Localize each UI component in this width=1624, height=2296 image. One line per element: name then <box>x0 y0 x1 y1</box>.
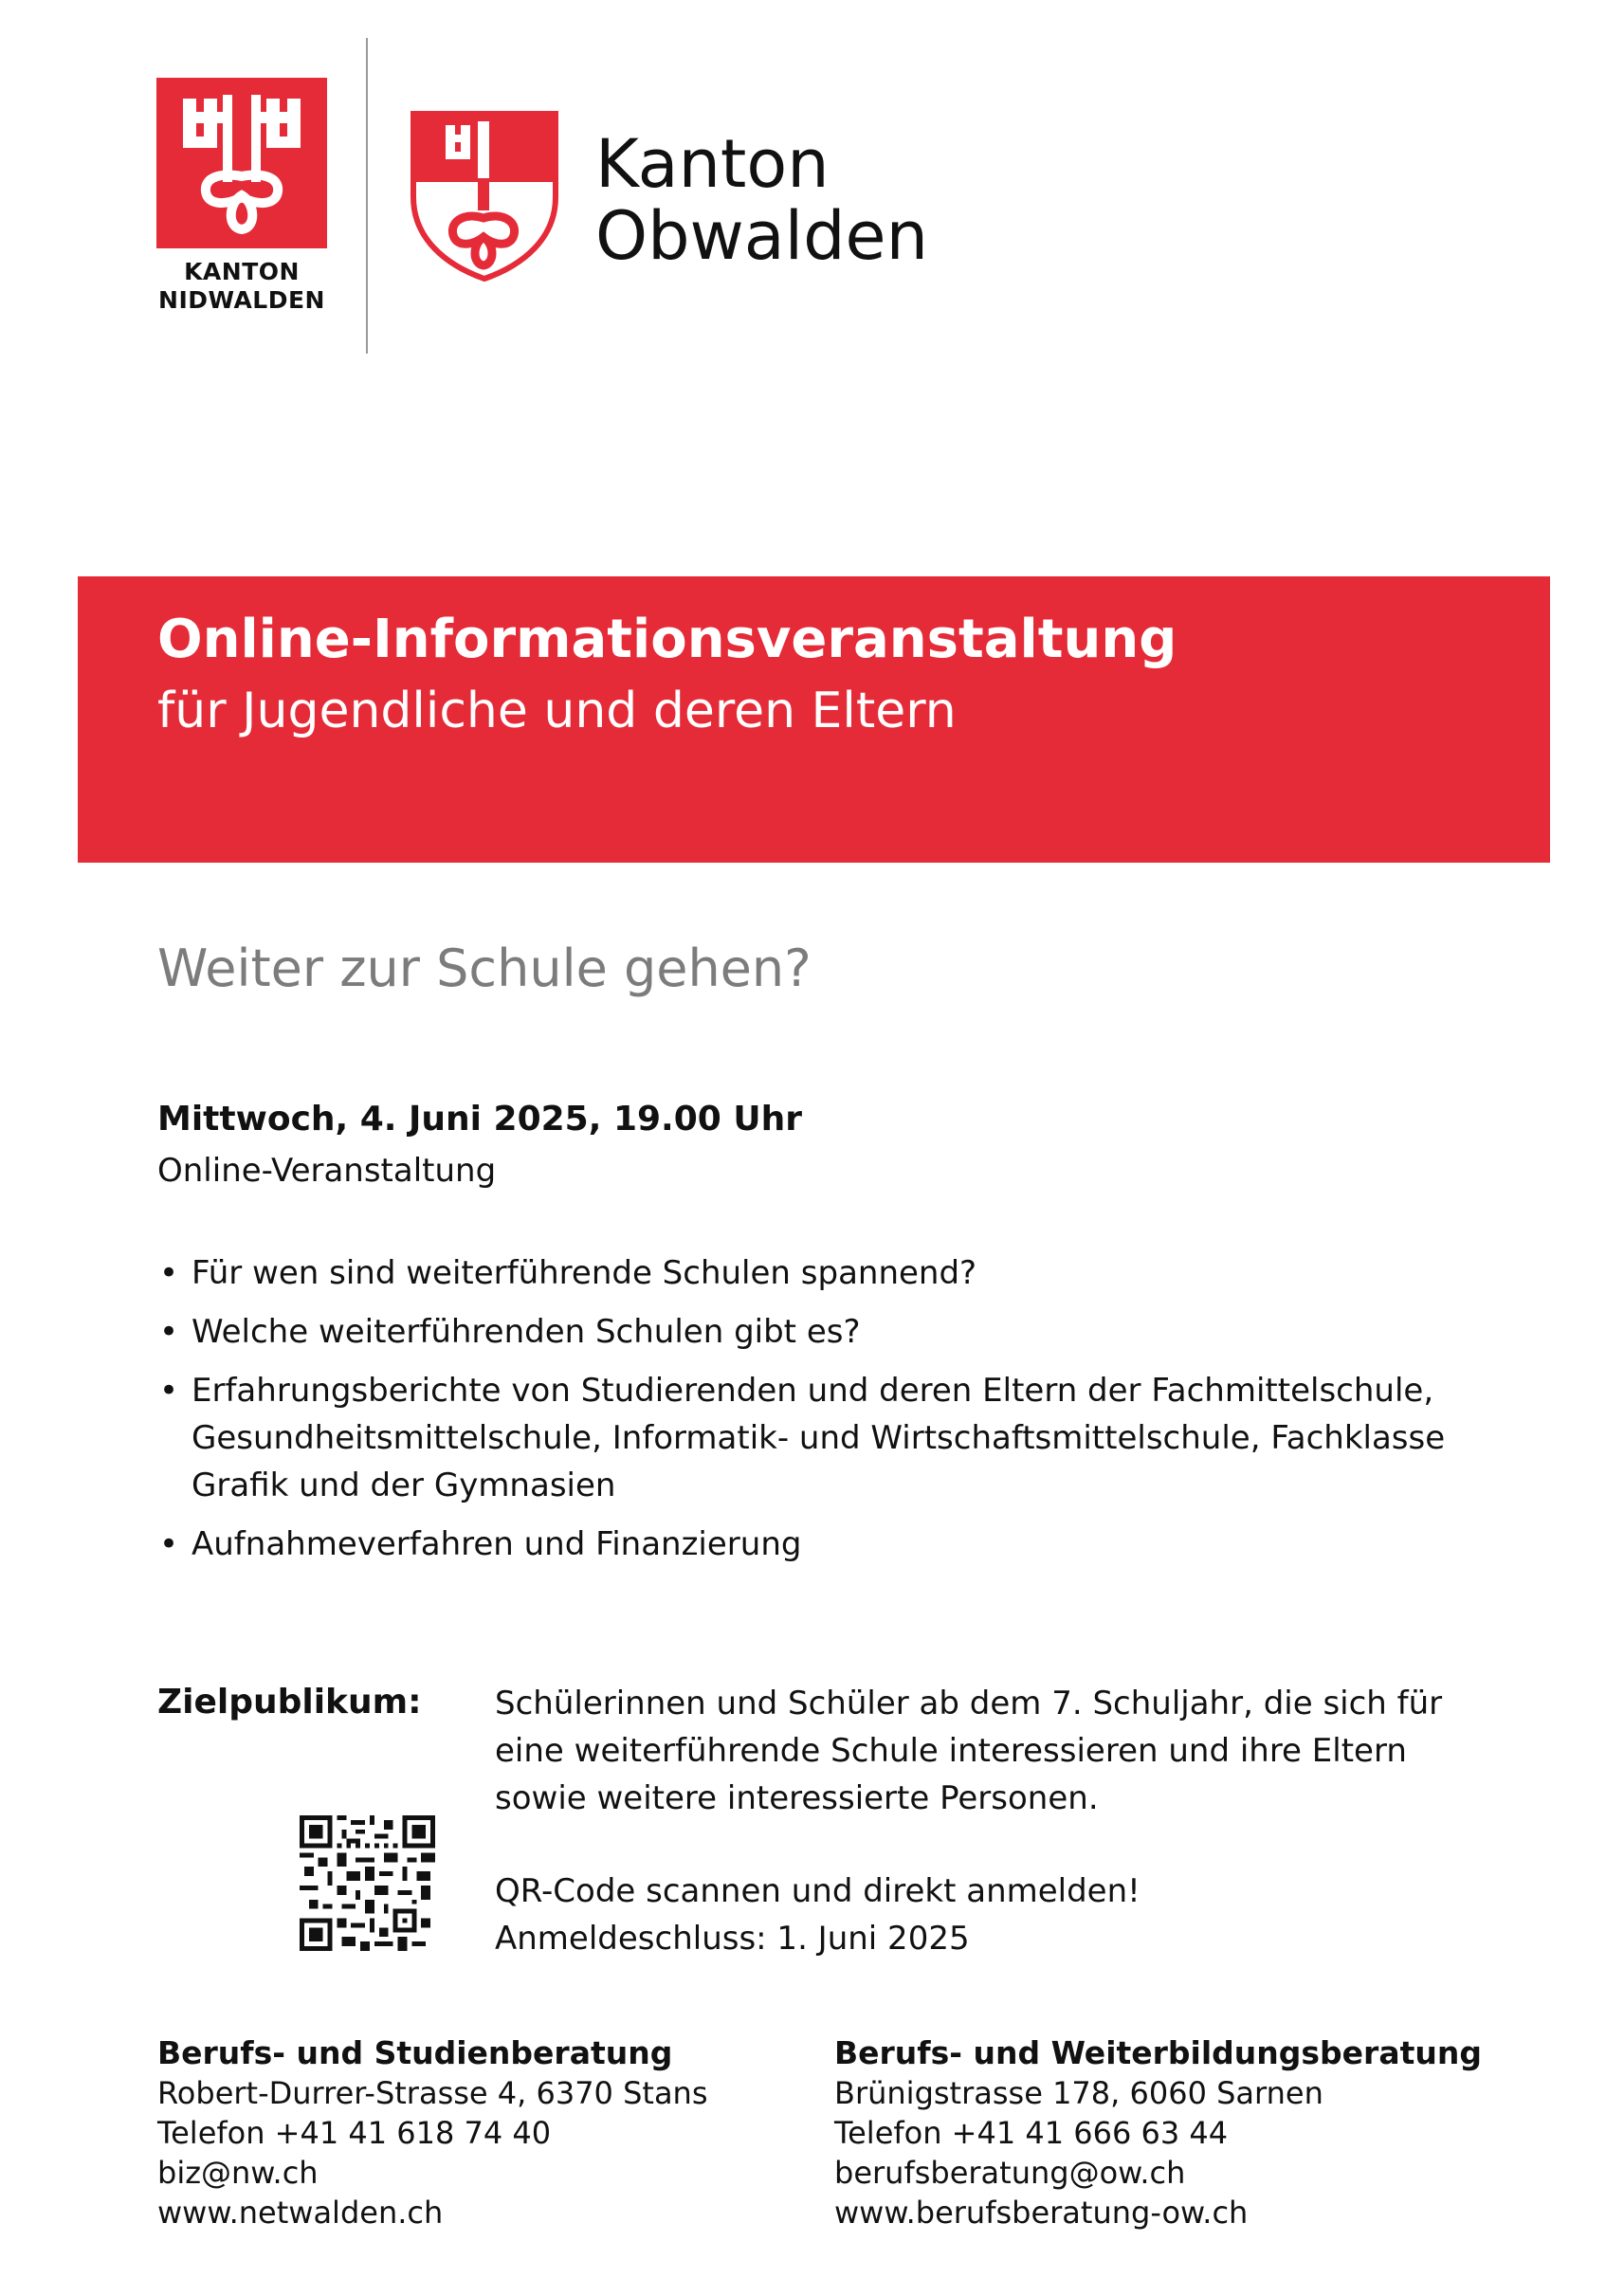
list-item: • Für wen sind weiterführende Schulen spannend? <box>157 1249 1485 1297</box>
obwalden-line2: Obwalden <box>595 197 928 275</box>
topic-list <box>157 1249 1485 1579</box>
banner-subtitle: für Jugendliche und deren Eltern <box>157 683 957 739</box>
nidwalden-line2: NIDWALDEN <box>158 286 325 314</box>
contact-org: Berufs- und Studienberatung <box>157 2034 673 2071</box>
nidwalden-logo <box>156 78 327 248</box>
contact-address: Robert-Durrer-Strasse 4, 6370 Stans <box>157 2075 708 2111</box>
qr-code[interactable] <box>300 1815 435 1951</box>
contact-email[interactable]: biz@nw.ch <box>157 2155 319 2191</box>
contact-nidwalden <box>157 2033 708 2232</box>
question-heading: Weiter zur Schule gehen? <box>157 938 812 998</box>
obwalden-shield-icon <box>404 106 565 282</box>
obwalden-line1: Kanton <box>595 125 830 203</box>
contact-obwalden <box>834 2033 1482 2232</box>
audience-label: Zielpublikum: <box>157 1683 422 1722</box>
obwalden-logo-text <box>595 125 928 275</box>
contact-phone: Telefon +41 41 618 74 40 <box>157 2115 552 2151</box>
logo-divider <box>366 38 368 354</box>
contact-org: Berufs- und Weiterbildungsberatung <box>834 2034 1482 2071</box>
list-item: • Aufnahmeverfahren und Finanzierung <box>157 1521 1485 1568</box>
audience-text: Schülerinnen und Schüler ab dem 7. Schuljahr, die sich für eine weiterführende Schule interessieren und ihre Eltern sowie weitere interessierte Personen. <box>495 1685 1443 1817</box>
contact-phone: Telefon +41 41 666 63 44 <box>834 2115 1229 2151</box>
nidwalden-line1: KANTON <box>184 258 300 285</box>
registration-deadline: Anmeldeschluss: 1. Juni 2025 <box>495 1920 970 1958</box>
contact-web[interactable]: www.netwalden.ch <box>157 2195 444 2231</box>
nidwalden-logo-text <box>147 258 337 315</box>
event-format: Online-Veranstaltung <box>157 1152 497 1190</box>
contact-email[interactable]: berufsberatung@ow.ch <box>834 2155 1186 2191</box>
registration-call: QR-Code scannen und direkt anmelden! <box>495 1872 1140 1910</box>
banner-title: Online-Informationsveranstaltung <box>157 609 1177 670</box>
list-item: • Welche weiterführenden Schulen gibt es? <box>157 1308 1485 1356</box>
registration-text <box>495 1868 1140 1962</box>
contact-web[interactable]: www.berufsberatung-ow.ch <box>834 2195 1249 2231</box>
event-date: Mittwoch, 4. Juni 2025, 19.00 Uhr <box>157 1100 802 1139</box>
qr-code-icon <box>300 1815 435 1951</box>
nidwalden-key-icon <box>156 78 327 248</box>
list-item: • Erfahrungsberichte von Studierenden und deren Eltern der Fachmittelschule, Gesundheitsmittelschule, Informatik- und Wirtschaftsmittelschule, Fachklasse Grafik und der Gymnasien <box>157 1367 1485 1509</box>
contact-address: Brünigstrasse 178, 6060 Sarnen <box>834 2075 1323 2111</box>
obwalden-logo <box>404 106 565 282</box>
